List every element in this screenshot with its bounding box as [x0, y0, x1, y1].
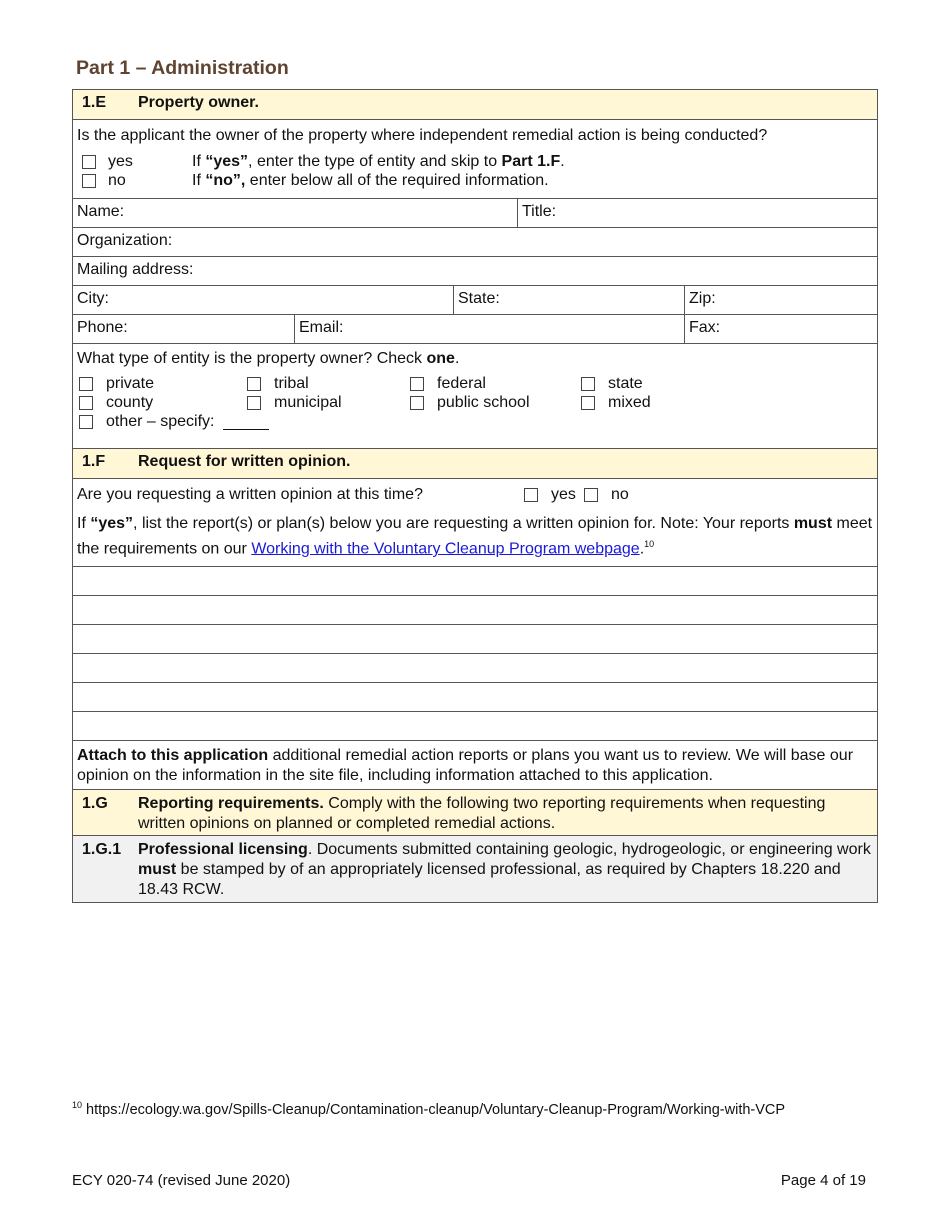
opinion-question-row — [73, 479, 877, 567]
section-1g1 — [73, 836, 877, 902]
owner-yes-instruction: If “yes”, enter the type of entity and skip to Part 1.F. — [192, 152, 565, 170]
organization-field[interactable]: Organization: — [77, 232, 173, 249]
section-1f-header — [73, 449, 877, 479]
entity-state-checkbox[interactable] — [581, 377, 595, 391]
state-field[interactable]: State: — [454, 286, 685, 314]
section-title: Request for written opinion. — [138, 453, 351, 470]
title-field[interactable]: Title: — [522, 203, 557, 220]
owner-no-label: no — [108, 171, 126, 189]
entity-other-checkbox[interactable] — [79, 415, 93, 429]
email-field[interactable]: Email: — [295, 315, 685, 343]
report-entry-line[interactable] — [73, 654, 877, 683]
page-number: Page 4 of 19 — [780, 1172, 866, 1189]
owner-question-row — [73, 120, 877, 199]
footnote: $^{10}$ https://ecology.wa.gov/Spills-Cleanup/Contamination-cleanup/Voluntary-Cleanup-Program/Working-with-VCP — [72, 1100, 786, 1118]
section-number: 1.G.1 — [82, 841, 122, 858]
form-id: ECY 020-74 (revised June 2020) — [72, 1172, 291, 1189]
entity-tribal-label: tribal — [274, 375, 309, 392]
entity-other-label: other – specify: — [106, 413, 215, 430]
entity-municipal-checkbox[interactable] — [247, 396, 261, 410]
entity-question: What type of entity is the property owner? Check one. — [77, 350, 460, 367]
entity-tribal-checkbox[interactable] — [247, 377, 261, 391]
zip-field[interactable]: Zip: — [689, 290, 716, 307]
section-body: Professional licensing. Documents submitted containing geologic, hydrogeologic, or engineering work must be stamped by of an appropriately licensed professional, as required by Chapters 18.220 and 18.43 RCW. — [138, 841, 871, 898]
report-entry-line[interactable] — [73, 567, 877, 596]
mailing-address-row — [73, 257, 877, 286]
report-entry-line[interactable] — [73, 712, 877, 741]
opinion-yes-checkbox[interactable] — [524, 488, 538, 502]
entity-federal-label: federal — [437, 375, 486, 392]
section-1g-header — [73, 790, 877, 836]
section-body: Reporting requirements. Comply with the following two reporting requirements when requesting written opinions on planned or completed remedial actions. — [138, 795, 826, 832]
entity-private-label: private — [106, 375, 155, 392]
owner-no-instruction: If “no”, enter below all of the required information. — [192, 171, 549, 189]
fax-field[interactable]: Fax: — [689, 319, 721, 336]
owner-no-checkbox[interactable] — [82, 174, 96, 188]
report-list-instruction: If “yes”, list the report(s) or plan(s) below you are requesting a written opinion for. Note: Your reports must meet the requirements on our Working with the Voluntary Cleanup Program webpage.$^{10}$ — [77, 515, 873, 558]
phone-email-fax-row — [73, 315, 877, 344]
owner-yes-label: yes — [108, 152, 133, 170]
entity-county-checkbox[interactable] — [79, 396, 93, 410]
report-entry-line[interactable] — [73, 683, 877, 712]
owner-question: Is the applicant the owner of the property where independent remedial action is being conducted? — [77, 127, 768, 144]
opinion-question: Are you requesting a written opinion at this time? — [77, 486, 423, 503]
entity-federal-checkbox[interactable] — [410, 377, 424, 391]
city-state-zip-row — [73, 286, 877, 315]
phone-field[interactable]: Phone: — [73, 315, 295, 343]
report-entry-line[interactable] — [73, 596, 877, 625]
section-title: Property owner. — [138, 94, 259, 111]
mailing-address-field[interactable]: Mailing address: — [77, 261, 194, 278]
report-entry-line[interactable] — [73, 625, 877, 654]
entity-type-row — [73, 344, 877, 449]
entity-mixed-label: mixed — [608, 394, 651, 411]
application-form — [72, 89, 878, 903]
section-1e-header — [73, 90, 877, 120]
opinion-yes-label: yes — [551, 486, 576, 503]
owner-yes-checkbox[interactable] — [82, 155, 96, 169]
entity-public-school-checkbox[interactable] — [410, 396, 424, 410]
entity-state-label: state — [608, 375, 643, 392]
entity-public-school-label: public school — [437, 394, 530, 411]
section-number: 1.G — [82, 795, 108, 812]
name-title-row — [73, 199, 877, 228]
name-field[interactable]: Name: — [73, 199, 518, 227]
city-field[interactable]: City: — [73, 286, 454, 314]
other-specify-input[interactable] — [223, 415, 269, 430]
opinion-no-checkbox[interactable] — [584, 488, 598, 502]
section-number: 1.E — [82, 94, 107, 111]
section-number: 1.F — [82, 453, 106, 470]
vcp-webpage-link[interactable]: Working with the Voluntary Cleanup Program webpage — [251, 540, 640, 558]
entity-private-checkbox[interactable] — [79, 377, 93, 391]
part-title: Part 1 – Administration — [76, 57, 289, 79]
entity-mixed-checkbox[interactable] — [581, 396, 595, 410]
entity-municipal-label: municipal — [274, 394, 342, 411]
attach-note-row: Attach to this application additional remedial action reports or plans you want us to review. We will base our opinion on the information in the site file, including information attached to this application. — [73, 741, 877, 790]
organization-row — [73, 228, 877, 257]
opinion-no-label: no — [611, 486, 629, 503]
entity-county-label: county — [106, 394, 154, 411]
